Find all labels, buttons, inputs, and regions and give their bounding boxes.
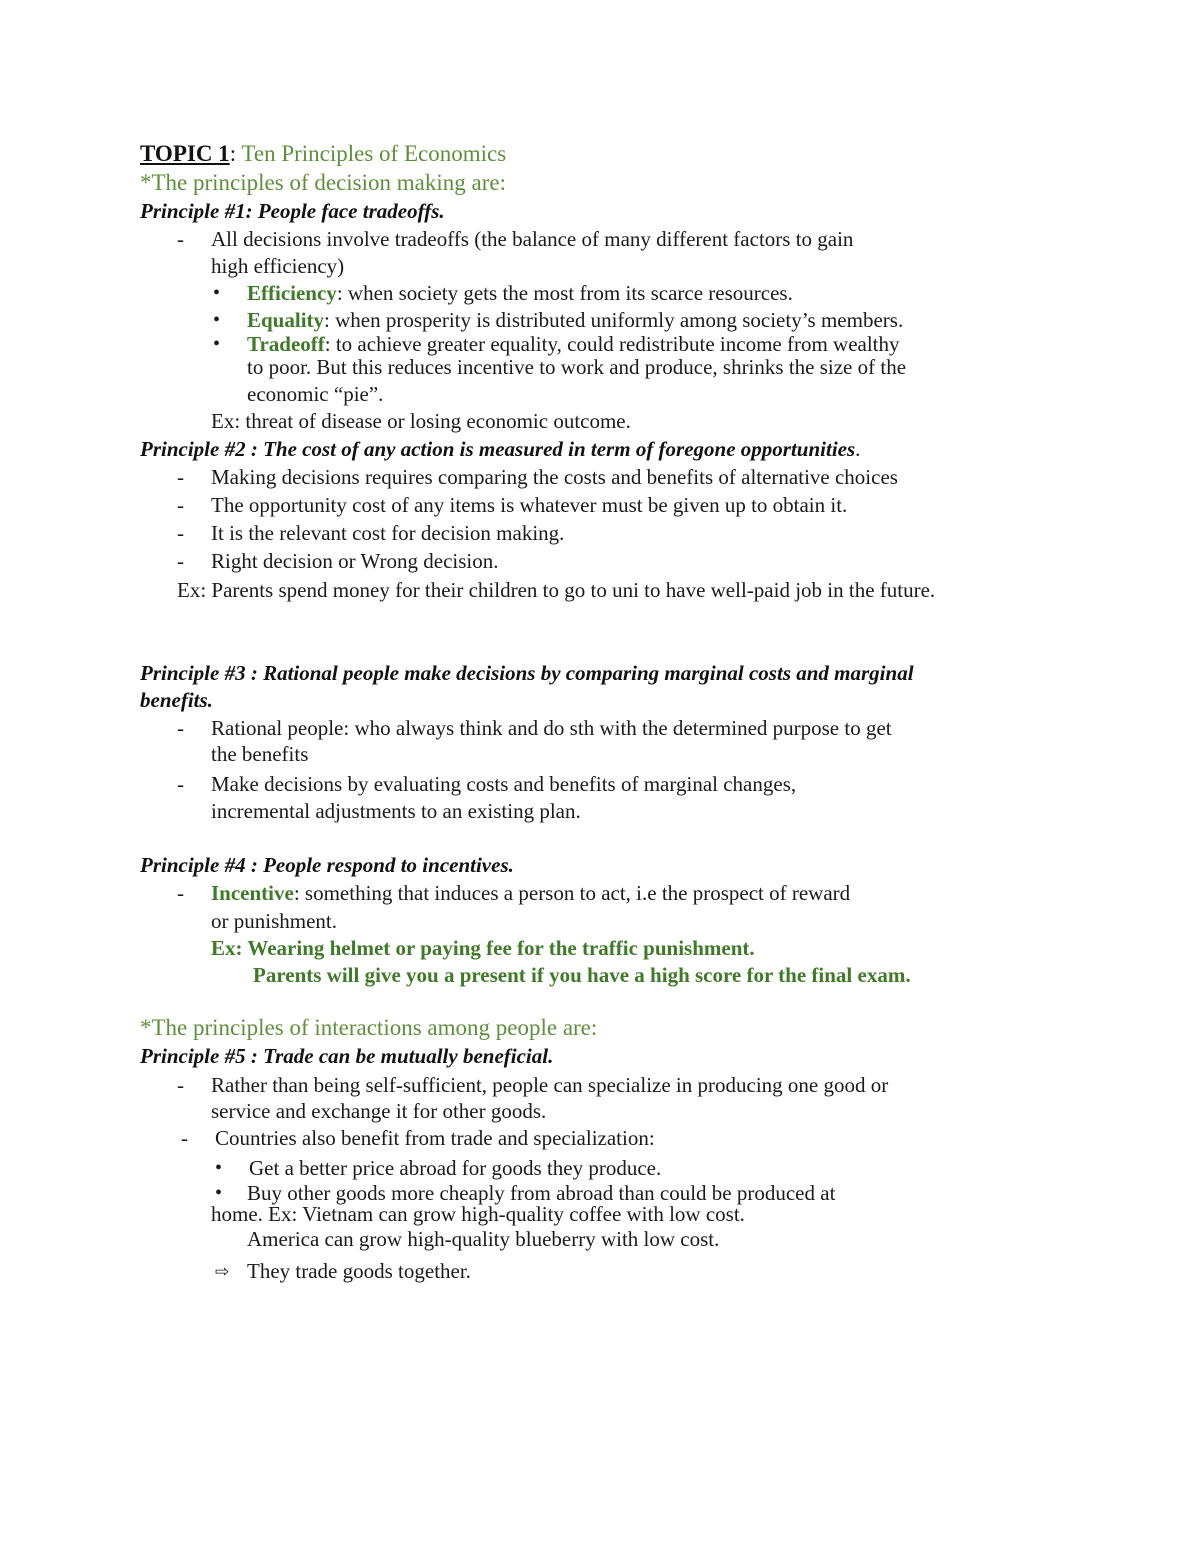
p1-example: Ex: threat of disease or losing economic outcome.: [211, 409, 631, 433]
p5-item-1-cont: service and exchange it for other goods.: [211, 1099, 547, 1123]
p1-bullet-tradeoff-cont2: economic “pie”.: [247, 382, 384, 406]
term-efficiency: Efficiency: [247, 281, 337, 305]
p5-bullet-1: Get a better price abroad for goods they produce.: [249, 1156, 662, 1180]
dash-marker: -: [177, 716, 184, 740]
topic-label: TOPIC 1: [140, 141, 230, 166]
p1-item-1: All decisions involve tradeoffs (the balance of many different factors to gain: [211, 227, 854, 251]
p4-item-1: Incentive: something that induces a person to act, i.e the prospect of reward: [211, 881, 851, 905]
term-incentive: Incentive: [211, 881, 294, 905]
p5-bullet-2: Buy other goods more cheaply from abroad than could be produced at: [247, 1181, 836, 1205]
dash-marker: -: [177, 521, 184, 545]
p5-item-1: Rather than being self-sufficient, people can specialize in producing one good or: [211, 1073, 889, 1097]
bullet-marker: •: [213, 282, 221, 304]
arrow-icon: ⇨: [215, 1262, 230, 1282]
p4-example-1: Ex: Wearing helmet or paying fee for the traffic punishment.: [211, 936, 755, 960]
term-tradeoff: Tradeoff: [247, 332, 325, 356]
p5-item-2: Countries also benefit from trade and specialization:: [215, 1126, 655, 1150]
topic-name: Ten Principles of Economics: [236, 141, 507, 166]
p1-item-1-cont: high efficiency): [211, 254, 345, 278]
p5-bullet-2-cont2: America can grow high-quality blueberry with low cost.: [247, 1227, 720, 1251]
p4-example-2: Parents will give you a present if you have a high score for the final exam.: [253, 963, 911, 987]
dash-marker: -: [177, 772, 184, 796]
bullet-marker: •: [215, 1182, 223, 1204]
bullet-marker: •: [215, 1157, 223, 1179]
dash-marker: -: [177, 493, 184, 517]
principle-5-heading: Principle #5 : Trade can be mutually beneficial.: [140, 1044, 554, 1068]
p3-item-1-cont: the benefits: [211, 742, 309, 766]
p2-item-2: The opportunity cost of any items is whatever must be given up to obtain it.: [211, 493, 848, 517]
principle-3-heading-cont: benefits.: [140, 688, 213, 712]
p1-bullet-tradeoff: Tradeoff: to achieve greater equality, could redistribute income from wealthy: [247, 332, 900, 356]
bullet-marker: •: [213, 309, 221, 331]
p4-item-1-cont: or punishment.: [211, 909, 337, 933]
p3-item-1: Rational people: who always think and do sth with the determined purpose to get: [211, 716, 892, 740]
p2-item-1: Making decisions requires comparing the costs and benefits of alternative choices: [211, 465, 898, 489]
p1-bullet-efficiency: Efficiency: when society gets the most from its scarce resources.: [247, 281, 793, 305]
p2-item-4: Right decision or Wrong decision.: [211, 549, 499, 573]
p5-conclusion: They trade goods together.: [247, 1259, 471, 1283]
dash-marker: -: [177, 227, 184, 251]
principle-2-heading: Principle #2 : The cost of any action is measured in term of foregone opportunities.: [140, 437, 861, 461]
principle-3-heading: Principle #3 : Rational people make decisions by comparing marginal costs and marginal: [140, 661, 914, 685]
principle-4-heading: Principle #4 : People respond to incentives.: [140, 853, 514, 877]
section-heading-decision: *The principles of decision making are:: [140, 170, 506, 195]
p5-bullet-2-cont: home. Ex: Vietnam can grow high-quality coffee with low cost.: [211, 1202, 745, 1226]
p1-bullet-tradeoff-cont: to poor. But this reduces incentive to work and produce, shrinks the size of the: [247, 355, 907, 379]
dash-marker: -: [177, 465, 184, 489]
bullet-marker: •: [213, 333, 221, 355]
p2-item-3: It is the relevant cost for decision making.: [211, 521, 565, 545]
dash-marker: -: [177, 881, 184, 905]
dash-marker: -: [181, 1126, 188, 1150]
p1-bullet-equality: Equality: when prosperity is distributed uniformly among society’s members.: [247, 308, 904, 332]
p2-example: Ex: Parents spend money for their children to go to uni to have well-paid job in the future.: [177, 578, 936, 602]
topic-title: TOPIC 1: Ten Principles of Economics: [140, 141, 507, 166]
p3-item-2: Make decisions by evaluating costs and benefits of marginal changes,: [211, 772, 797, 796]
dash-marker: -: [177, 549, 184, 573]
dash-marker: -: [177, 1073, 184, 1097]
principle-1-heading: Principle #1: People face tradeoffs.: [140, 199, 445, 223]
p3-item-2-cont: incremental adjustments to an existing plan.: [211, 799, 581, 823]
term-equality: Equality: [247, 308, 325, 332]
section-heading-interactions: *The principles of interactions among people are:: [140, 1015, 598, 1040]
